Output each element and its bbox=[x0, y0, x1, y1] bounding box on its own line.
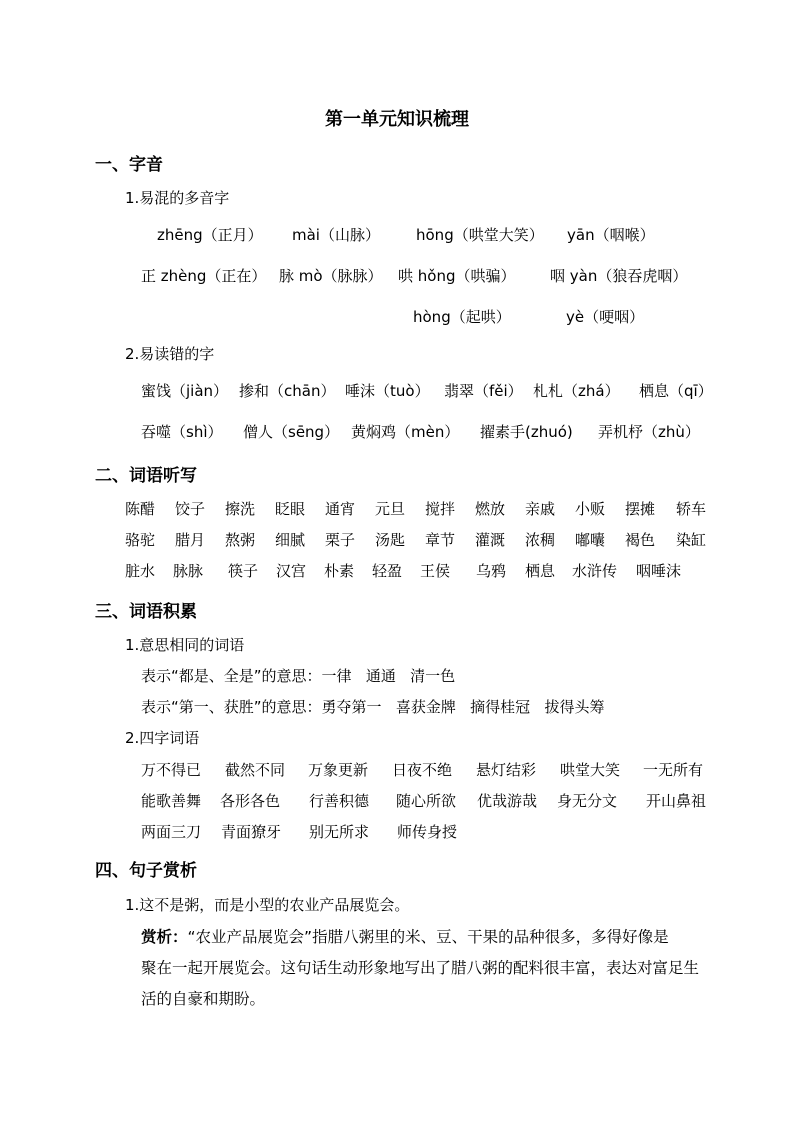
word-item: 灌溉 bbox=[475, 531, 506, 549]
idiom-item: 截然不同 bbox=[225, 761, 286, 779]
word-item: 饺子 bbox=[175, 500, 206, 518]
word-item: 章节 bbox=[425, 531, 456, 549]
idiom-item: 万不得已 bbox=[141, 761, 202, 779]
pinyin-item: 黄焖鸡（mèn） bbox=[351, 423, 460, 441]
pinyin-item: 擢素手(zhuó) bbox=[480, 423, 573, 441]
word-item: 陈醋 bbox=[125, 500, 156, 518]
pinyin-item: yān（咽喉） bbox=[567, 226, 655, 244]
synonym-line: 表示“都是、全是”的意思：一律 通通 清一色 bbox=[141, 667, 456, 685]
idiom-item: 日夜不绝 bbox=[392, 761, 453, 779]
pinyin-item: 蜜饯（jiàn） bbox=[141, 382, 229, 400]
word-item: 乌鸦 bbox=[476, 562, 507, 580]
idiom-item: 能歌善舞 bbox=[141, 792, 202, 810]
pinyin-item: 札札（zhá） bbox=[533, 382, 620, 400]
pinyin-item: 栖息（qī） bbox=[639, 382, 713, 400]
word-item: 轻盈 bbox=[372, 562, 403, 580]
word-item: 搅拌 bbox=[425, 500, 456, 518]
word-item: 嘟囔 bbox=[575, 531, 606, 549]
idiom-item: 万象更新 bbox=[308, 761, 369, 779]
pinyin-item: 唾沫（tuò） bbox=[345, 382, 430, 400]
word-item: 元旦 bbox=[375, 500, 406, 518]
pinyin-item: hòng（起哄） bbox=[413, 308, 511, 326]
word-item: 熬粥 bbox=[225, 531, 256, 549]
pinyin-item: 弄机杼（zhù） bbox=[598, 423, 700, 441]
idiom-item: 师传身授 bbox=[397, 823, 458, 841]
pinyin-item: 吞噬（shì） bbox=[141, 423, 223, 441]
word-item: 汤匙 bbox=[375, 531, 406, 549]
word-item: 轿车 bbox=[676, 500, 707, 518]
word-item: 汉宫 bbox=[276, 562, 307, 580]
idiom-item: 开山鼻祖 bbox=[646, 792, 707, 810]
word-item: 脉脉 bbox=[173, 562, 204, 580]
synonym-line: 表示“第一、获胜”的意思：勇夺第一 喜获金牌 摘得桂冠 拔得头筹 bbox=[141, 698, 605, 716]
section-heading-sentence-analysis: 四、句子赏析 bbox=[95, 861, 197, 881]
word-item: 王侯 bbox=[420, 562, 451, 580]
pinyin-item: yè（哽咽） bbox=[566, 308, 645, 326]
idiom-item: 身无分文 bbox=[557, 792, 618, 810]
idiom-item: 优哉游哉 bbox=[477, 792, 538, 810]
idiom-item: 悬灯结彩 bbox=[476, 761, 537, 779]
idiom-item: 别无所求 bbox=[309, 823, 370, 841]
pinyin-item: 僧人（sēng） bbox=[243, 423, 340, 441]
idiom-item: 两面三刀 bbox=[141, 823, 202, 841]
word-item: 筷子 bbox=[228, 562, 259, 580]
sentence-quote: 1.这不是粥，而是小型的农业产品展览会。 bbox=[125, 896, 410, 914]
word-item: 腊月 bbox=[175, 531, 206, 549]
word-item: 褐色 bbox=[625, 531, 656, 549]
pinyin-item: 哄 hǒng（哄骗） bbox=[398, 267, 516, 285]
analysis-line-2: 聚在一起开展览会。这句话生动形象地写出了腊八粥的配料很丰富，表达对富足生 bbox=[141, 959, 700, 977]
idiom-item: 哄堂大笑 bbox=[560, 761, 621, 779]
section-heading-pronunciation: 一、字音 bbox=[95, 155, 163, 175]
idiom-item: 随心所欲 bbox=[396, 792, 457, 810]
word-item: 擦洗 bbox=[225, 500, 256, 518]
pinyin-item: 掺和（chān） bbox=[239, 382, 336, 400]
pinyin-item: 翡翠（fěi） bbox=[444, 382, 523, 400]
word-item: 染缸 bbox=[676, 531, 707, 549]
word-item: 朴素 bbox=[324, 562, 355, 580]
analysis-text: “农业产品展览会”指腊八粥里的米、豆、干果的品种很多，多得好像是 bbox=[187, 928, 669, 946]
analysis-line-1 bbox=[141, 925, 669, 947]
word-item: 咽唾沫 bbox=[636, 562, 682, 580]
section-heading-dictation: 二、词语听写 bbox=[95, 466, 197, 486]
pinyin-item: zhēng（正月） bbox=[157, 226, 263, 244]
word-item: 脏水 bbox=[125, 562, 156, 580]
word-item: 栗子 bbox=[325, 531, 356, 549]
subheading-polyphonic: 1.易混的多音字 bbox=[125, 189, 230, 207]
word-item: 亲戚 bbox=[525, 500, 556, 518]
word-item: 骆驼 bbox=[125, 531, 156, 549]
idiom-item: 各形各色 bbox=[220, 792, 281, 810]
pinyin-item: hōng（哄堂大笑） bbox=[416, 226, 544, 244]
word-item: 细腻 bbox=[275, 531, 306, 549]
section-heading-vocabulary: 三、词语积累 bbox=[95, 602, 197, 622]
idiom-item: 一无所有 bbox=[643, 761, 704, 779]
pinyin-item: mài（山脉） bbox=[292, 226, 380, 244]
pinyin-item: 咽 yàn（狼吞虎咽） bbox=[550, 267, 688, 285]
analysis-line-3: 活的自豪和期盼。 bbox=[141, 990, 266, 1008]
pinyin-item: 脉 mò（脉脉） bbox=[279, 267, 383, 285]
idiom-item: 行善积德 bbox=[309, 792, 370, 810]
analysis-label: 赏析： bbox=[141, 928, 188, 946]
word-item: 眨眼 bbox=[275, 500, 306, 518]
word-item: 栖息 bbox=[525, 562, 556, 580]
subheading-four-char: 2.四字词语 bbox=[125, 729, 200, 747]
word-item: 浓稠 bbox=[525, 531, 556, 549]
word-item: 小贩 bbox=[575, 500, 606, 518]
subheading-synonyms: 1.意思相同的词语 bbox=[125, 636, 245, 654]
word-item: 燃放 bbox=[475, 500, 506, 518]
pinyin-item: 正 zhèng（正在） bbox=[141, 267, 267, 285]
subheading-misread: 2.易读错的字 bbox=[125, 345, 215, 363]
word-item: 通宵 bbox=[325, 500, 356, 518]
page-title: 第一单元知识梳理 bbox=[325, 109, 469, 130]
word-item: 摆摊 bbox=[625, 500, 656, 518]
idiom-item: 青面獠牙 bbox=[221, 823, 282, 841]
word-item: 水浒传 bbox=[572, 562, 618, 580]
